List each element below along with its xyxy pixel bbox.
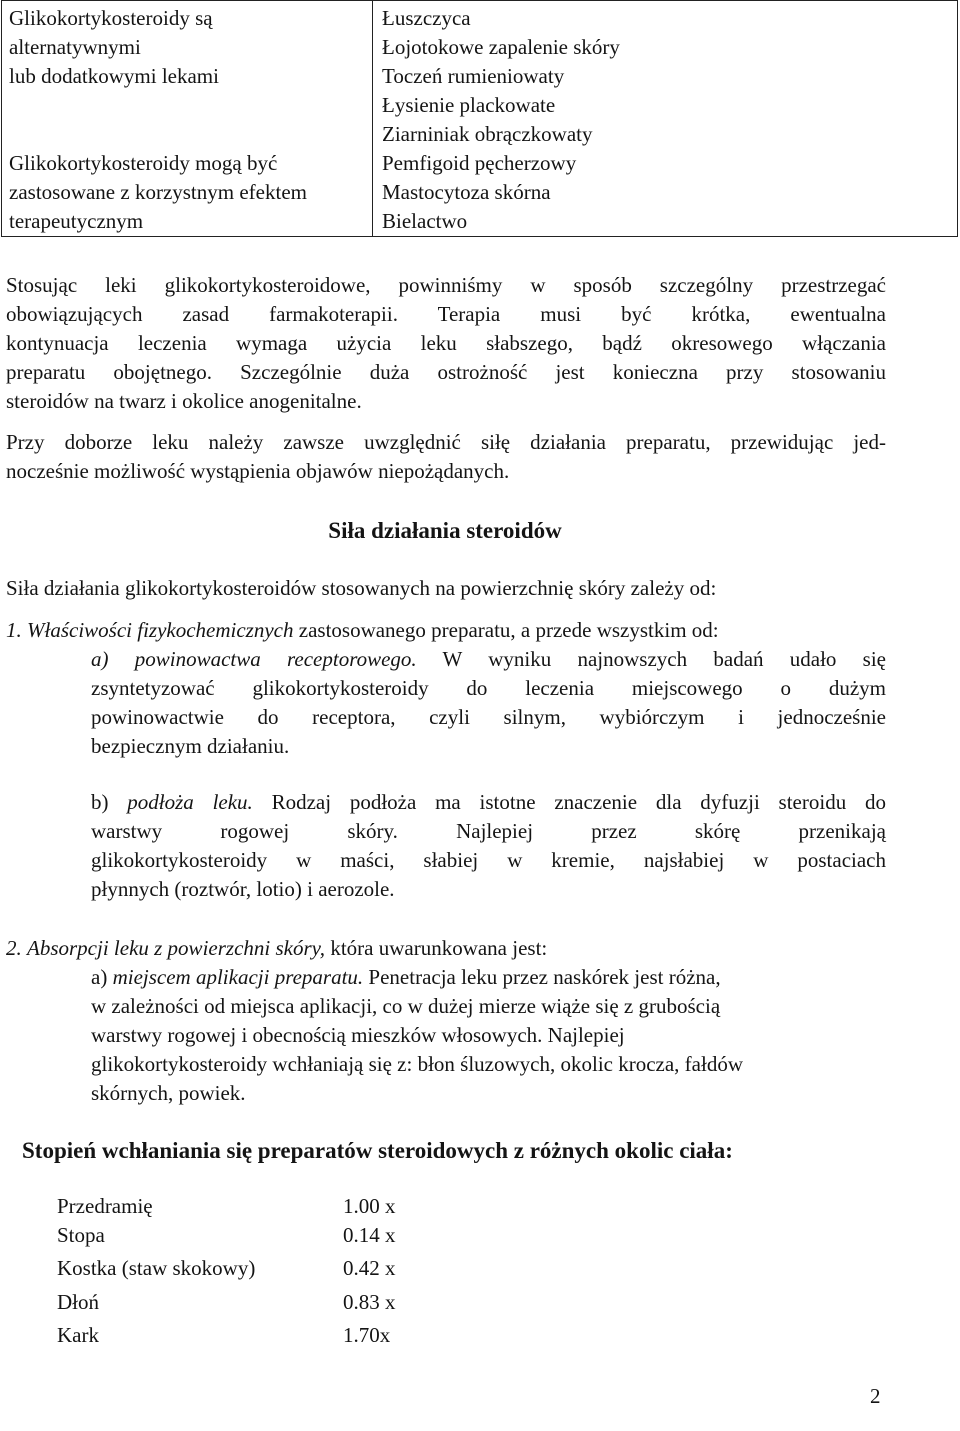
table-text: Glikokortykosteroidy mogą być xyxy=(9,151,278,175)
item-2a-rest: Penetracja leku przez naskórek jest różna, xyxy=(363,965,721,989)
table-cell-diseases-2 xyxy=(382,149,576,236)
item-1b-line: warstwy rogowej skóry. Najlepiej przez skórę przenikają xyxy=(91,819,886,843)
item-title: Właściwości fizykochemicznych xyxy=(27,618,294,642)
item-2a-label: miejscem aplikacji preparatu. xyxy=(112,965,364,989)
disease-item: Toczeń rumieniowaty xyxy=(382,64,565,88)
item-2-header xyxy=(6,934,547,963)
paragraph-line: preparatu obojętnego. Szczególnie duża ostrożność jest konieczna przy stosowaniu xyxy=(6,360,886,384)
table-divider xyxy=(372,1,373,236)
disease-item: Ziarniniak obrączkowaty xyxy=(382,122,593,146)
disease-item: Łuszczyca xyxy=(382,6,471,30)
absorption-site: Dłoń xyxy=(57,1290,99,1314)
item-1b-label: podłoża leku. xyxy=(127,790,253,814)
item-1a-rest: W wyniku najnowszych badań udało się xyxy=(416,647,886,671)
table-text: Glikokortykosteroidy są xyxy=(9,6,213,30)
indications-table xyxy=(1,0,958,237)
paragraph-line-last: nocześnie możliwość wystąpienia objawów niepożądanych. xyxy=(6,459,510,483)
paragraph-line: obowiązujących zasad farmakoterapii. Terapia musi być krótka, ewentualna xyxy=(6,302,886,326)
item-1a-label: a) powinowactwa receptorowego. xyxy=(91,647,417,671)
item-1b-prefix: b) xyxy=(91,790,128,814)
absorption-site: Kostka (staw skokowy) xyxy=(57,1256,256,1280)
strength-intro: Siła działania glikokortykosteroidów stosowanych na powierzchnię skóry zależy od: xyxy=(6,576,717,600)
item-2a-prefix: a) xyxy=(91,965,113,989)
item-rest: zastosowanego preparatu, a przede wszystkim od: xyxy=(293,618,719,642)
paragraph-line: Przy doborze leku należy zawsze uwzględnić siłę działania preparatu, przewidując jed- xyxy=(6,430,886,454)
item-1b-line: płynnych (roztwór, lotio) i aerozole. xyxy=(91,877,395,901)
paragraph-pharmacotherapy xyxy=(6,271,886,387)
item-1b-rest: Rodzaj podłoża ma istotne znaczenie dla dyfuzji steroidu do xyxy=(252,790,886,814)
heading-steroid-strength: Siła działania steroidów xyxy=(328,518,562,543)
disease-item: Łojotokowe zapalenie skóry xyxy=(382,35,620,59)
table-text: zastosowane z korzystnym efektem xyxy=(9,180,307,204)
absorption-site: Przedramię xyxy=(57,1194,153,1218)
disease-item: Bielactwo xyxy=(382,209,468,233)
item-1a-line: bezpiecznym działaniu. xyxy=(91,734,290,758)
item-1b-line: glikokortykosteroidy w maści, słabiej w kremie, najsłabiej w postaciach xyxy=(91,848,886,872)
paragraph-line-last: steroidów na twarz i okolice anogenitalne. xyxy=(6,389,362,413)
paragraph-drug-selection xyxy=(6,428,886,457)
absorption-value: 0.14 x xyxy=(343,1223,396,1247)
absorption-value: 1.70x xyxy=(343,1323,391,1347)
item-2a-line: glikokortykosteroidy wchłaniają się z: błon śluzowych, okolic krocza, fałdów xyxy=(91,1052,743,1076)
absorption-site: Kark xyxy=(57,1323,99,1347)
item-2a-line: warstwy rogowej i obecnością mieszków włosowych. Najlepiej xyxy=(91,1023,625,1047)
paragraph-line: Stosując leki glikokortykosteroidowe, powinniśmy w sposób szczególny przestrzegać xyxy=(6,273,886,297)
item-1b-first-line xyxy=(91,788,886,817)
table-cell-diseases-1 xyxy=(382,4,620,149)
item-number: 1. xyxy=(6,618,22,642)
table-text: terapeutycznym xyxy=(9,209,144,233)
item-2a xyxy=(91,963,886,1108)
item-2a-first-line xyxy=(91,963,886,992)
item-1a xyxy=(91,645,886,761)
page-number: 2 xyxy=(870,1384,881,1408)
disease-item: Pemfigoid pęcherzowy xyxy=(382,151,577,175)
item-1a-first-line xyxy=(91,645,886,674)
paragraph-line: kontynuacja leczenia wymaga użycia leku słabszego, bądź okresowego włączania xyxy=(6,331,886,355)
item-1a-line: powinowactwie do receptora, czyli silnym, wybiórczym i jednocześnie xyxy=(91,705,886,729)
item-1a-line: zsyntetyzować glikokortykosteroidy do leczenia miejscowego o dużym xyxy=(91,676,886,700)
disease-item: Mastocytoza skórna xyxy=(382,180,551,204)
item-rest: która uwarunkowana jest: xyxy=(325,936,548,960)
heading-absorption: Stopień wchłaniania się preparatów steroidowych z różnych okolic ciała: xyxy=(22,1138,733,1163)
disease-item: Łysienie plackowate xyxy=(382,93,556,117)
item-2a-line: skórnych, powiek. xyxy=(91,1081,246,1105)
item-title: Absorpcji leku z powierzchni skóry, xyxy=(27,936,326,960)
table-text: alternatywnymi xyxy=(9,35,141,59)
absorption-site: Stopa xyxy=(57,1223,105,1247)
item-1b xyxy=(91,788,886,904)
absorption-value: 1.00 x xyxy=(343,1194,396,1218)
absorption-value: 0.83 x xyxy=(343,1290,396,1314)
absorption-value: 0.42 x xyxy=(343,1256,396,1280)
item-2a-line: w zależności od miejsca aplikacji, co w dużej mierze wiąże się z grubością xyxy=(91,994,721,1018)
item-1-header xyxy=(6,616,719,645)
table-cell-therapeutic xyxy=(9,149,307,236)
table-cell-alternative xyxy=(9,4,219,91)
item-number: 2. xyxy=(6,936,22,960)
table-text: lub dodatkowymi lekami xyxy=(9,64,219,88)
